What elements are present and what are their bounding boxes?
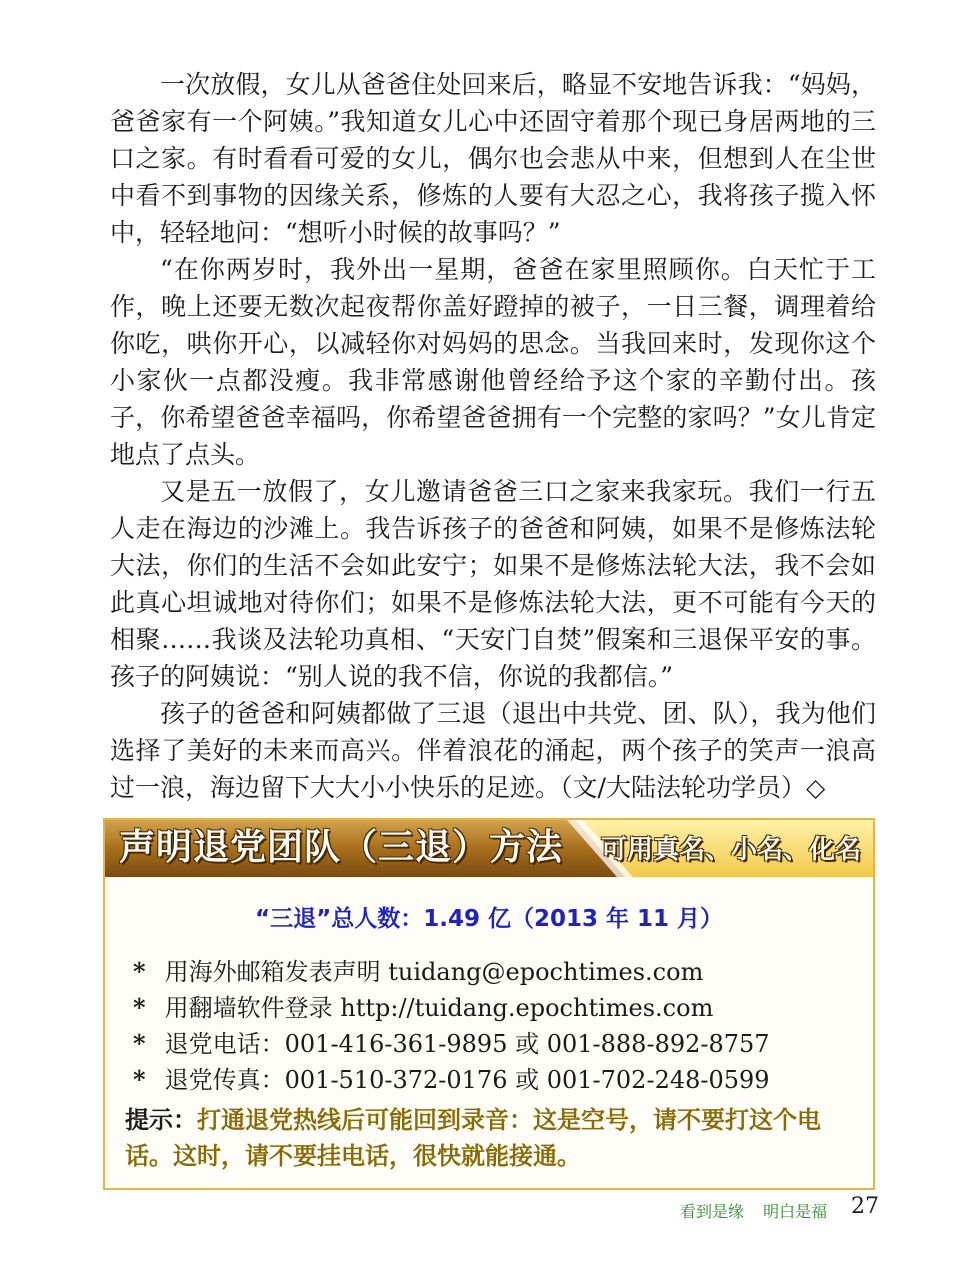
quit-ccp-info-box: [103, 818, 875, 1190]
article-byline: （文/大陆法轮功学员）: [560, 773, 806, 802]
article-paragraph: [110, 695, 876, 806]
total-count-stat: “三退”总人数：1.49 亿（2013 年 11 月）: [254, 906, 724, 932]
tip-text: 打通退党热线后可能回到录音：这是空号，请不要打这个电话。这时，请不要挂电话，很快就能接通。: [125, 1105, 821, 1170]
article-body: [110, 66, 876, 806]
article-paragraph-text: 孩子的爸爸和阿姨都做了三退（退出中共党、团、队），我为他们选择了美好的未来而高兴。伴着浪花的涌起，两个孩子的笑声一浪高过一浪，海边留下大大小小快乐的足迹。: [110, 699, 876, 802]
tip-label: 提示：: [125, 1106, 197, 1134]
method-item: [133, 954, 863, 990]
banner-title: 声明退党团队（三退）方法: [119, 827, 564, 868]
page-number: 27: [851, 1194, 879, 1219]
method-item: [133, 990, 863, 1026]
method-text: 退党传真：001-510-372-0176 或 001-702-248-0599: [164, 1066, 770, 1094]
bullet-star: *: [133, 1029, 146, 1058]
bullet-star: *: [133, 957, 146, 986]
method-text: 用海外邮箱发表声明 tuidang@epochtimes.com: [164, 958, 704, 986]
footer-slogan: 看到是缘 明白是福: [680, 1202, 828, 1221]
bullet-star: *: [133, 1065, 146, 1094]
article-paragraph: “在你两岁时，我外出一星期，爸爸在家里照顾你。白天忙于工作，晚上还要无数次起夜帮你盖好蹬掉的被子，一日三餐，调理着给你吃，哄你开心，以减轻你对妈妈的思念。当我回来时，发现你这个小家伙一点都没瘦。我非常感谢他曾经给予这个家的辛勤付出。孩子，你希望爸爸幸福吗，你希望爸爸拥有一个完整的家吗？”女儿肯定地点了点头。: [110, 255, 876, 469]
method-item: [133, 1062, 863, 1098]
info-box-banner: [105, 820, 873, 877]
method-text: 用翻墙软件登录 http://tuidang.epochtimes.com: [164, 994, 714, 1022]
article-paragraph: 一次放假，女儿从爸爸住处回来后，略显不安地告诉我：“妈妈，爸爸家有一个阿姨。”我知道女儿心中还固守着那个现已身居两地的三口之家。有时看看可爱的女儿，偶尔也会悲从中来，但想到人在尘世中看不到事物的因缘关系，修炼的人要有大忍之心，我将孩子揽入怀中，轻轻地问：“想听小时候的故事吗？”: [110, 70, 876, 247]
method-list: [133, 954, 863, 1098]
method-text: 退党电话：001-416-361-9895 或 001-888-892-8757: [164, 1030, 770, 1058]
bullet-star: *: [133, 993, 146, 1022]
tip-note: [125, 1102, 860, 1174]
article-paragraph: 又是五一放假了，女儿邀请爸爸三口之家来我家玩。我们一行五人走在海边的沙滩上。我告诉孩子的爸爸和阿姨，如果不是修炼法轮大法，你们的生活不会如此安宁；如果不是修炼法轮大法，我不会如此真心坦诚地对待你们；如果不是修炼法轮大法，更不可能有今天的相聚……我谈及法轮功真相、“天安门自焚”假案和三退保平安的事。孩子的阿姨说：“别人说的我不信，你说的我都信。”: [110, 477, 876, 691]
method-item: [133, 1026, 863, 1062]
end-mark: ◇: [805, 773, 826, 802]
banner-note: 可用真名、小名、化名: [600, 835, 861, 865]
